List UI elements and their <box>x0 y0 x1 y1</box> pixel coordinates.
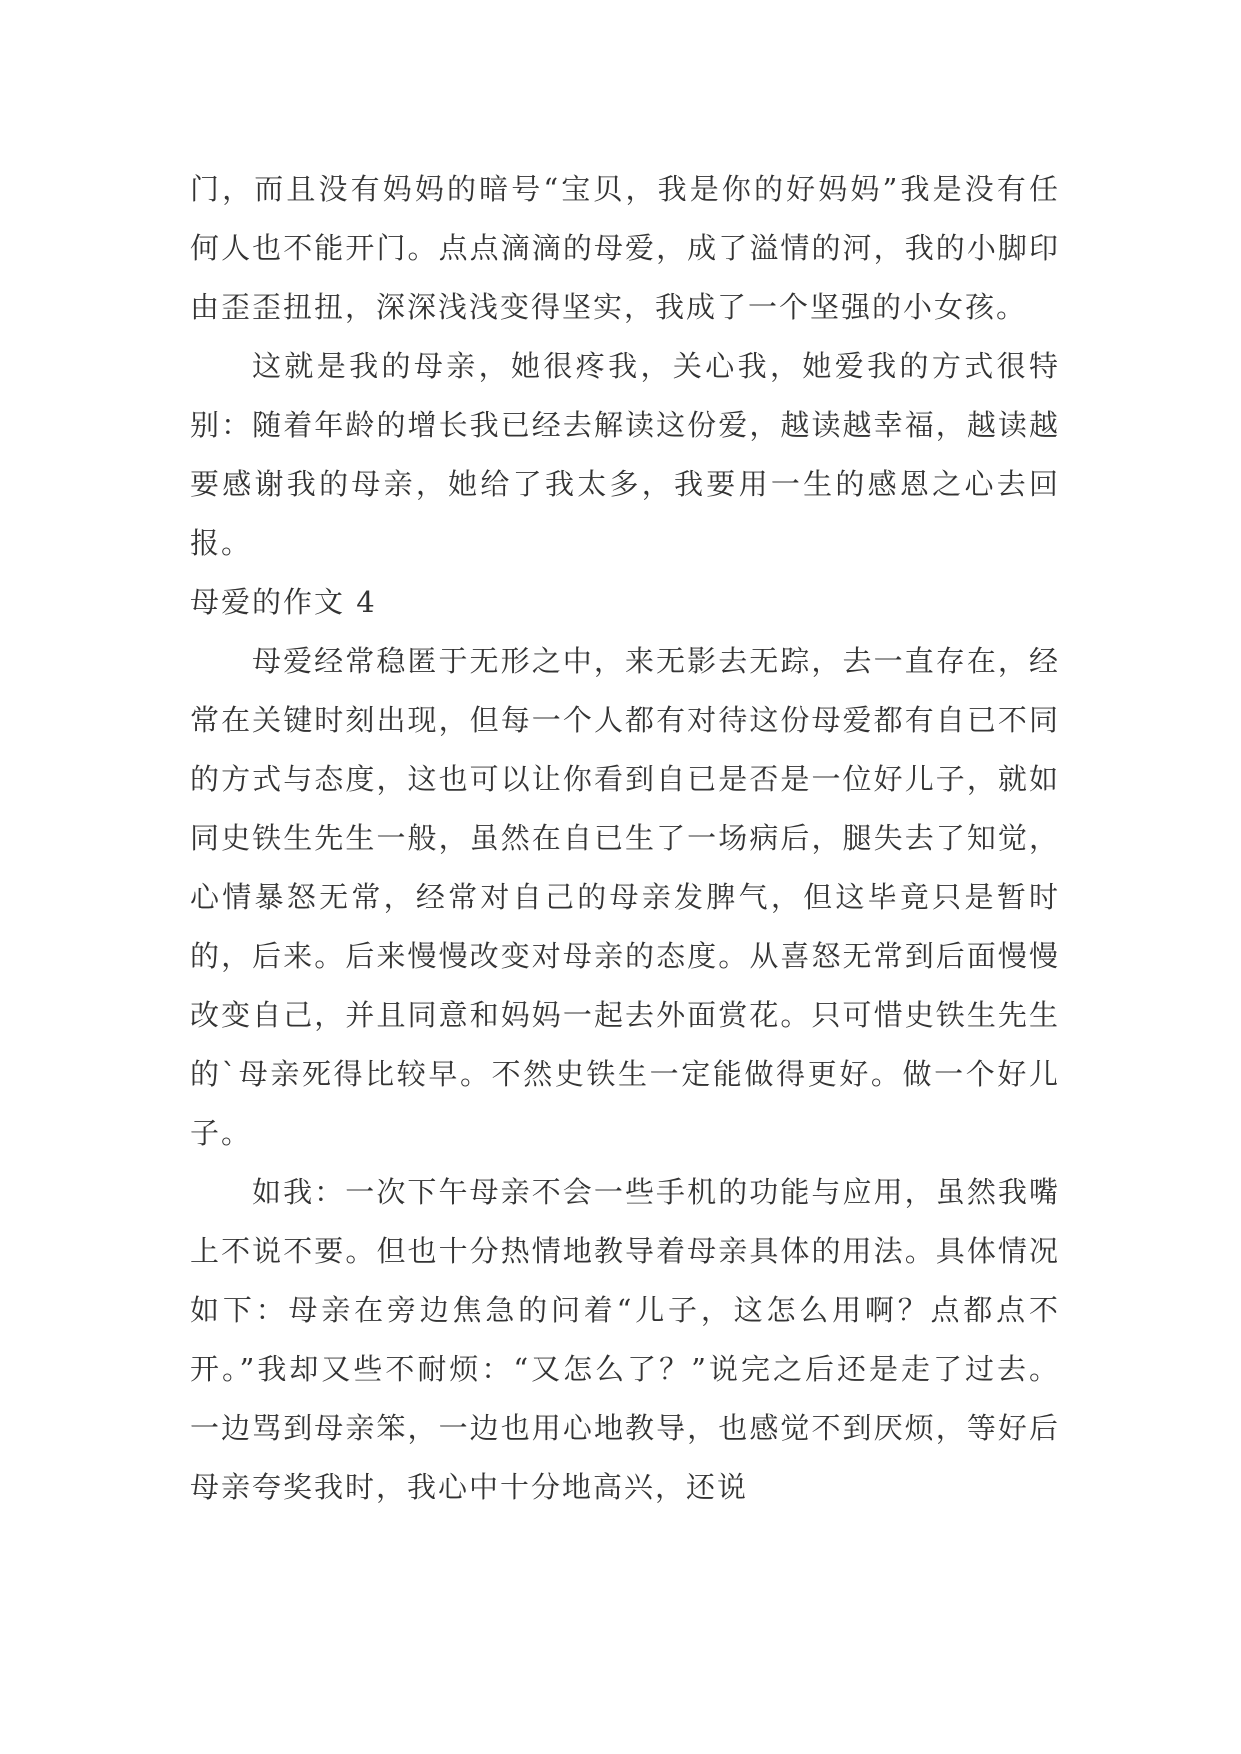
paragraph-continued: 门，而且没有妈妈的暗号“宝贝，我是你的好妈妈”我是没有任何人也不能开门。点点滴滴的母爱，成了溢情的河，我的小脚印由歪歪扭扭，深深浅浅变得坚实，我成了一个坚强的小女孩。 <box>190 172 1060 324</box>
paragraph-mother-love: 母爱经常稳匿于无形之中，来无影去无踪，去一直存在，经常在关键时刻出现，但每一个人都有对待这份母爱都有自已不同的方式与态度，这也可以让你看到自已是否是一位好儿子，就如同史铁生先生一般，虽然在自已生了一场病后，腿失去了知觉，心情暴怒无常，经常对自己的母亲发脾气，但这毕竟只是暂时的，后来。后来慢慢改变对母亲的态度。从喜怒无常到后面慢慢改变自己，并且同意和妈妈一起去外面赏花。只可惜史铁生先生的`母亲死得比较早。不然史铁生一定能做得更好。做一个好儿子。 <box>190 644 1060 1150</box>
document-body <box>190 160 1060 1517</box>
section-heading: 母爱的作文 4 <box>190 585 377 619</box>
paragraph-about-mother: 这就是我的母亲，她很疼我，关心我，她爱我的方式很特别：随着年龄的增长我已经去解读这份爱，越读越幸福，越读越要感谢我的母亲，她给了我太多，我要用一生的感恩之心去回报。 <box>190 349 1060 560</box>
paragraph-example: 如我：一次下午母亲不会一些手机的功能与应用，虽然我嘴上不说不要。但也十分热情地教导着母亲具体的用法。具体情况如下：母亲在旁边焦急的问着“儿子，这怎么用啊？点都点不开。”我却又些不耐烦：“又怎么了？”说完之后还是走了过去。一边骂到母亲笨，一边也用心地教导，也感觉不到厌烦，等好后母亲夸奖我时，我心中十分地高兴，还说 <box>190 1175 1060 1504</box>
